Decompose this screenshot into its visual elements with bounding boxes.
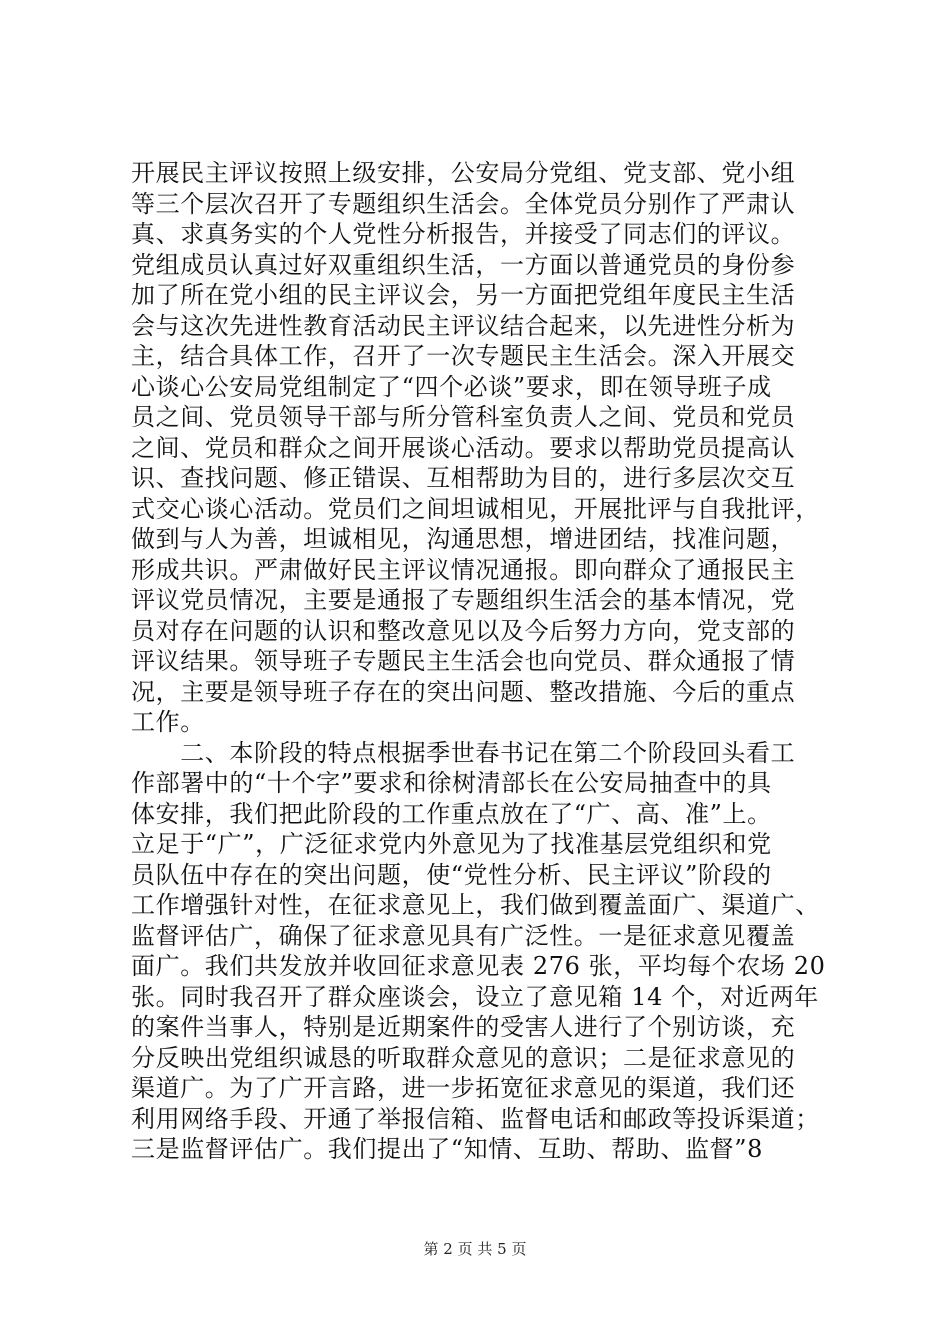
text-line: 会与这次先进性教育活动民主评议结合起来，以先进性分析为 [131, 311, 796, 340]
text-line: 工作。 [131, 708, 205, 736]
text-line: 心谈心公安局党组制定了“四个必谈”要求，即在领导班子成 [131, 372, 772, 401]
text-line: 工作增强针对性，在征求意见上，我们做到覆盖面广、渠道广、 [131, 891, 820, 919]
text-line: 做到与人为善，坦诚相见，沟通思想，增进团结，找准问题， [131, 525, 796, 553]
text-line: 式交心谈心活动。党员们之间坦诚相见，开展批评与自我批评， [131, 494, 820, 523]
text-line: 员之间、党员领导干部与所分管科室负责人之间、党员和党员 [131, 403, 796, 431]
text-line: 评议党员情况，主要是通报了专题组织生活会的基本情况，党 [131, 586, 796, 614]
body-text [131, 158, 826, 1165]
text-line: 员队伍中存在的突出问题，使“党性分析、民主评议”阶段的 [131, 860, 772, 889]
text-line: 党组成员认真过好双重组织生活，一方面以普通党员的身份参 [131, 250, 796, 279]
text-line: 立足于“广”，广泛征求党内外意见为了找准基层党组织和党 [131, 830, 772, 858]
text-line: 的案件当事人，特别是近期案件的受害人进行了个别访谈，充 [131, 1013, 796, 1041]
text-line: 开展民主评议按照上级安排，公安局分党组、党支部、党小组 [131, 159, 796, 187]
text-line: 员对存在问题的认识和整改意见以及今后努力方向，党支部的 [131, 616, 796, 645]
text-line: 评议结果。领导班子专题民主生活会也向党员、群众通报了情 [131, 647, 796, 675]
text-line: 张。同时我召开了群众座谈会，设立了意见箱 14 个，对近两年 [131, 982, 819, 1011]
text-line: 识、查找问题、修正错误、互相帮助为目的，进行多层次交互 [131, 464, 796, 492]
text-line: 加了所在党小组的民主评议会，另一方面把党组年度民主生活 [131, 281, 796, 309]
text-line: 渠道广。为了广开言路，进一步拓宽征求意见的渠道，我们还 [131, 1074, 796, 1102]
page-footer: 第 2 页 共 5 页 [423, 1240, 527, 1258]
text-line: 等三个层次召开了专题组织生活会。全体党员分别作了严肃认 [131, 189, 796, 218]
text-line: 利用网络手段、开通了举报信箱、监督电话和邮政等投诉渠道； [131, 1104, 820, 1133]
text-line: 面广。我们共发放并收回征求意见表 276 张，平均每个农场 20 [131, 952, 826, 980]
text-line: 主，结合具体工作，召开了一次专题民主生活会。深入开展交 [131, 342, 796, 370]
text-line: 作部署中的“十个字”要求和徐树清部长在公安局抽查中的具 [131, 769, 772, 797]
text-line: 三是监督评估广。我们提出了“知情、互助、帮助、监督”8 [131, 1135, 764, 1163]
text-line: 二、本阶段的特点根据季世春书记在第二个阶段回头看工 [131, 738, 796, 767]
text-line: 形成共识。严肃做好民主评议情况通报。即向群众了通报民主 [131, 555, 796, 584]
text-line: 况，主要是领导班子存在的突出问题、整改措施、今后的重点 [131, 677, 796, 706]
text-line: 监督评估广，确保了征求意见具有广泛性。一是征求意见覆盖 [131, 921, 796, 950]
text-line: 之间、党员和群众之间开展谈心活动。要求以帮助党员提高认 [131, 433, 796, 462]
text-line: 体安排，我们把此阶段的工作重点放在了“广、高、准”上。 [131, 799, 772, 828]
text-line: 真、求真务实的个人党性分析报告，并接受了同志们的评议。 [131, 220, 796, 248]
text-line: 分反映出党组织诚恳的听取群众意见的意识；二是征求意见的 [131, 1043, 796, 1072]
